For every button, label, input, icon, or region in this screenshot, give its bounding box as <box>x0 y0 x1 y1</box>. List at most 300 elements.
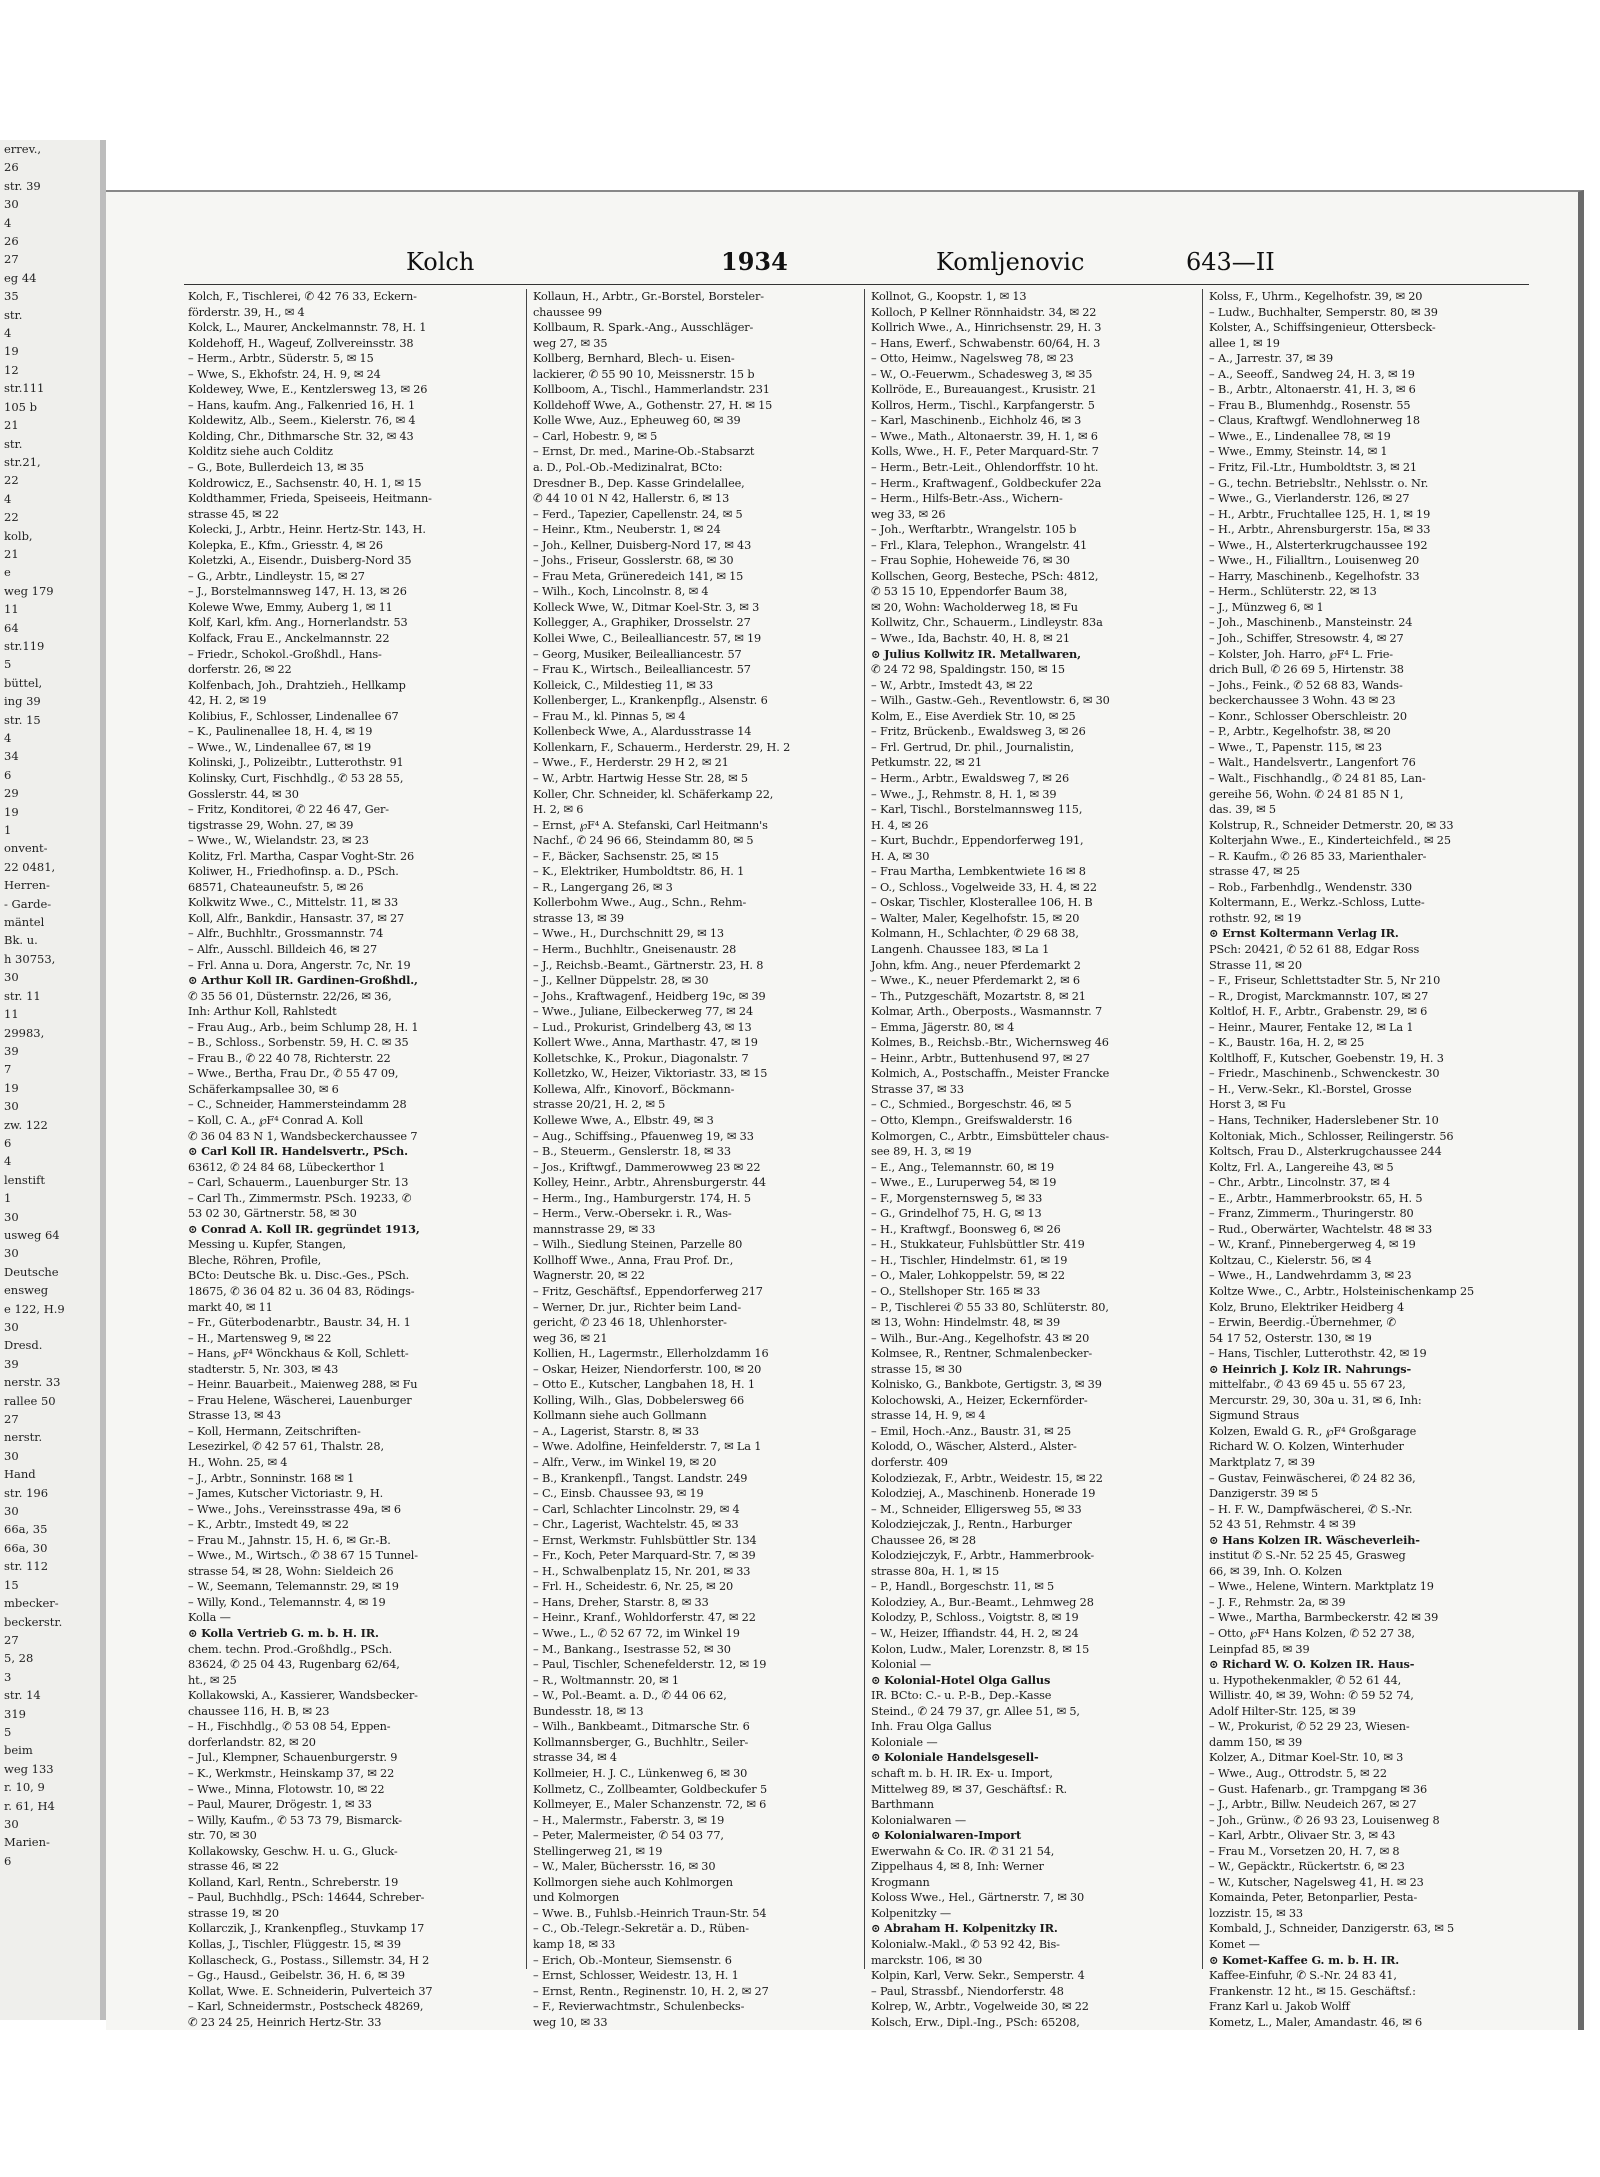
directory-entry-line: Kollat, Wwe. E. Schneiderin, Pulverteich 37 <box>188 1984 433 1998</box>
directory-entry-line: – F., Friseur, Schlettstadter Str. 5, Nr 210 <box>1209 974 1441 988</box>
left-page-text: 30 <box>4 1320 19 1334</box>
directory-entry-line: marckstr. 106, ✉ 30 <box>871 1953 983 1967</box>
directory-entry-line: Kolonial — <box>871 1658 931 1672</box>
left-page-text: 30 <box>4 1448 19 1463</box>
directory-entry-line: – Karl, Maschinenb., Eichholz 46, ✉ 3 <box>871 414 1082 428</box>
directory-entry-line: Kolletzko, W., Heizer, Viktoriastr. 33, ✉ 15 <box>533 1067 768 1081</box>
directory-entry-line: – W., O.-Feuerwm., Schadesweg 3, ✉ 35 <box>871 367 1093 381</box>
directory-entry-line: H., Wohn. 25, ✉ 4 <box>188 1456 288 1470</box>
directory-entry-line: – Emma, Jägerstr. 80, ✉ 4 <box>871 1020 1015 1034</box>
left-page-text: büttel, <box>4 675 43 690</box>
directory-entry-line: Marktplatz 7, ✉ 39 <box>1209 1456 1315 1470</box>
directory-entry-line: – Carl, Hobestr. 9, ✉ 5 <box>533 429 658 443</box>
directory-entry-line: – Alfr., Verw., im Winkel 19, ✉ 20 <box>533 1456 717 1470</box>
directory-entry-line: – W., Maler, Büchersstr. 16, ✉ 30 <box>533 1860 716 1874</box>
directory-entry-line: – Frau Aug., Arb., beim Schlump 28, H. 1 <box>188 1020 419 1034</box>
directory-entry-line: Kollmeier, H. J. C., Lünkenweg 6, ✉ 30 <box>533 1766 748 1780</box>
directory-entry-line: – Frau M., Vorsetzen 20, H. 7, ✉ 8 <box>1209 1844 1400 1858</box>
directory-entry-line: mannstrasse 29, ✉ 33 <box>533 1222 656 1236</box>
directory-entry-line: – Gg., Hausd., Geibelstr. 36, H. 6, ✉ 39 <box>188 1969 405 1983</box>
directory-entry-line: chem. techn. Prod.-Großhdlg., PSch. <box>188 1642 393 1656</box>
directory-entry-line: stadterstr. 5, Nr. 303, ✉ 43 <box>188 1362 339 1376</box>
directory-entry-line: – Hans, ℘F⁴ Wönckhaus & Koll, Schlett- <box>188 1347 409 1361</box>
directory-entry-line: strasse 13, ✉ 39 <box>533 911 624 925</box>
directory-entry-line: Kollmannsberger, G., Buchhltr., Seiler- <box>533 1735 749 1749</box>
directory-entry-line: ✉ 13, Wohn: Hindelmstr. 48, ✉ 39 <box>871 1316 1061 1330</box>
left-page-text: r. 61, H4 <box>4 1798 55 1813</box>
directory-entry-line: – W., Heizer, Iffiandstr. 44, H. 2, ✉ 24 <box>871 1627 1079 1641</box>
directory-entry-line: ⊙ Ernst Koltermann Verlag IR. <box>1209 926 1399 941</box>
directory-entry-line: Kolling, Wilh., Glas, Dobbelersweg 66 <box>533 1393 745 1407</box>
directory-entry-line: – Alfr., Ausschl. Billdeich 46, ✉ 27 <box>188 942 378 956</box>
directory-entry-line: – G., Grindelhof 75, H. G, ✉ 13 <box>871 1207 1042 1221</box>
left-page-fragment <box>0 140 103 2020</box>
left-page-text: 319 <box>4 1706 26 1721</box>
directory-entry-line: – Willy, Kond., Telemannstr. 4, ✉ 19 <box>188 1595 386 1609</box>
directory-entry-line: 66, ✉ 39, Inh. O. Kolzen <box>1209 1564 1343 1578</box>
left-page-text: ing 39 <box>4 694 41 709</box>
directory-entry-line: – Erwin, Beerdig.-Übernehmer, ✆ <box>1209 1316 1396 1330</box>
directory-entry-line: Inh. Frau Olga Gallus <box>871 1720 992 1734</box>
directory-entry-line: Kollröde, E., Bureauangest., Krusistr. 21 <box>871 383 1097 397</box>
left-page-text: lenstift <box>4 1172 45 1187</box>
directory-entry-line: – W., Gepäcktr., Rückertstr. 6, ✉ 23 <box>1209 1860 1405 1874</box>
directory-entry-line: Leinpfad 85, ✉ 39 <box>1209 1642 1310 1656</box>
left-page-text: 6 <box>4 1135 12 1150</box>
directory-entry-line: – C., Schmied., Borgeschstr. 46, ✉ 5 <box>871 1098 1072 1112</box>
directory-entry-line: – Chr., Lagerist, Wachtelstr. 45, ✉ 33 <box>533 1518 739 1532</box>
directory-entry-line: Petkumstr. 22, ✉ 21 <box>871 756 982 770</box>
directory-entry-line: – B., Schloss., Sorbenstr. 59, H. C. ✉ 35 <box>188 1036 409 1050</box>
left-page-text: 30 <box>4 197 19 212</box>
directory-entry-line: gericht, ✆ 23 46 18, Uhlenhorster- <box>533 1316 727 1330</box>
directory-entry-line: – Herm., Kraftwagenf., Goldbeckufer 22a <box>871 476 1102 490</box>
directory-entry-line: – Paul, Maurer, Drögestr. 1, ✉ 33 <box>188 1798 372 1812</box>
directory-entry-line: Stellingerweg 21, ✉ 19 <box>533 1844 663 1858</box>
directory-entry-line: Kollnot, G., Koopstr. 1, ✉ 13 <box>871 290 1027 303</box>
directory-entry-line: Ewerwahn & Co. IR. ✆ 31 21 54, <box>871 1844 1055 1858</box>
directory-entry-line: – A., Seeoff., Sandweg 24, H. 3, ✉ 19 <box>1209 367 1415 381</box>
directory-entry-line: mittelfabr., ✆ 43 69 45 u. 55 67 23, <box>1209 1378 1406 1392</box>
directory-entry-line: – Harry, Maschinenb., Kegelhofstr. 33 <box>1209 569 1420 583</box>
directory-entry-line: Kollien, H., Lagermstr., Ellerholzdamm 16 <box>533 1347 769 1361</box>
directory-entry-line: beckerchaussee 3 Wohn. 43 ✉ 23 <box>1209 694 1396 708</box>
directory-entry-line: – P., Tischlerei ✆ 55 33 80, Schlüterstr. 80, <box>871 1300 1109 1314</box>
left-page-text: 27 <box>4 1412 19 1427</box>
directory-entry-line: – Wwe., W., Wielandstr. 23, ✉ 23 <box>188 834 369 848</box>
directory-entry-line: ⊙ Komet-Kaffee G. m. b. H. IR. <box>1209 1952 1400 1967</box>
directory-columns <box>184 284 1529 2029</box>
left-page-text: h 30753, <box>4 951 56 966</box>
directory-entry-line: – Herm., Arbtr., Ewaldsweg 7, ✉ 26 <box>871 771 1070 785</box>
directory-entry-line: Kollschen, Georg, Besteche, PSch: 4812, <box>871 569 1099 583</box>
directory-entry-line: – A., Lagerist, Starstr. 8, ✉ 33 <box>533 1424 699 1438</box>
left-page-text: 4 <box>4 326 12 341</box>
left-page-text: e 122, H.9 <box>4 1301 65 1316</box>
left-page-text: str. 15 <box>4 712 41 727</box>
directory-entry-line: – W., Pol.-Beamt. a. D., ✆ 44 06 62, <box>533 1689 727 1703</box>
directory-entry-line: rothstr. 92, ✉ 19 <box>1209 911 1302 925</box>
directory-entry-line: – Wilh., Siedlung Steinen, Parzelle 80 <box>533 1238 743 1252</box>
directory-entry-line: ⊙ Kolonial-Hotel Olga Gallus <box>871 1672 1051 1687</box>
directory-entry-line: – Otto, Heimw., Nagelsweg 78, ✉ 23 <box>871 352 1074 366</box>
left-page-text: nerstr. 33 <box>4 1375 61 1390</box>
header-year: 1934 <box>721 247 788 276</box>
left-page-text: 30 <box>4 1209 19 1224</box>
left-page-text: mäntel <box>4 915 45 930</box>
directory-entry-line: – Walter, Maler, Kegelhofstr. 15, ✉ 20 <box>871 911 1080 925</box>
directory-entry-line: – Heinr. Bauarbeit., Maienweg 288, ✉ Fu <box>188 1378 418 1392</box>
left-page-text: 64 <box>4 620 19 635</box>
directory-entry-line: – Otto, ℘F⁴ Hans Kolzen, ✆ 52 27 38, <box>1209 1627 1415 1641</box>
directory-entry-line: Langenh. Chaussee 183, ✉ La 1 <box>871 942 1050 956</box>
left-page-text: 29 <box>4 786 19 801</box>
directory-entry-line: Kolla — <box>188 1611 231 1625</box>
left-page-text: 12 <box>4 362 19 377</box>
directory-entry-line: tigstrasse 29, Wohn. 27, ✉ 39 <box>188 818 354 832</box>
directory-entry-line: – Wilh., Bur.-Ang., Kegelhofstr. 43 ✉ 20 <box>871 1331 1090 1345</box>
directory-entry-line: ⊙ Richard W. O. Kolzen IR. Haus- <box>1209 1657 1415 1672</box>
directory-entry-line: – Alfr., Buchhltr., Grossmannstr. 74 <box>188 927 384 941</box>
directory-entry-line: – Willy, Kaufm., ✆ 53 73 79, Bismarck- <box>188 1813 402 1827</box>
directory-entry-line: Kometz, L., Maler, Amandastr. 46, ✉ 6 <box>1209 2015 1423 2029</box>
left-page-text: mbecker- <box>4 1596 59 1611</box>
directory-entry-line: institut ✆ S.-Nr. 52 25 45, Grasweg <box>1209 1549 1406 1563</box>
directory-entry-line: Mercurstr. 29, 30, 30a u. 31, ✉ 6, Inh: <box>1209 1393 1422 1407</box>
left-page-text: 1 <box>4 1191 12 1206</box>
left-page-text: nerstr. <box>4 1430 43 1445</box>
directory-entry-line: – H., Martensweg 9, ✉ 22 <box>188 1331 332 1345</box>
directory-entry-line: – Herm., Verw.-Obersekr. i. R., Was- <box>533 1207 732 1221</box>
left-page-text: str.21, <box>4 454 41 469</box>
left-page-text: 5 <box>4 1724 12 1739</box>
directory-entry-line: ✉ 20, Wohn: Wacholderweg 18, ✉ Fu <box>871 600 1078 614</box>
directory-entry-line: – Ernst, Schlosser, Weidestr. 13, H. 1 <box>533 1969 739 1983</box>
page-bottom-margin <box>106 2030 1584 2177</box>
directory-entry-line: Inh: Arthur Koll, Rahlstedt <box>188 1005 337 1019</box>
directory-entry-line: – Wwe., Math., Altonaerstr. 39, H. 1, ✉ 6 <box>871 429 1098 443</box>
directory-entry-line: – P., Handl., Borgeschstr. 11, ✉ 5 <box>871 1580 1055 1594</box>
left-page-text: 30 <box>4 1816 19 1831</box>
directory-entry-line: Kolterjahn Wwe., E., Kinderteichfeld., ✉ 25 <box>1209 834 1451 848</box>
directory-entry-line: – Frau Sophie, Hoheweide 76, ✉ 30 <box>871 554 1070 568</box>
directory-entry-line: und Kolmorgen <box>533 1891 620 1905</box>
directory-entry-line: Koloniale — <box>871 1735 938 1749</box>
directory-entry-line: PSch: 20421, ✆ 52 61 88, Edgar Ross <box>1209 942 1420 956</box>
directory-entry-line: – Fr., Koch, Peter Marquard-Str. 7, ✉ 39 <box>533 1549 756 1563</box>
directory-entry-line: Kolloch, P Kellner Rönnhaidstr. 34, ✉ 22 <box>871 305 1097 319</box>
left-page-text: - Garde- <box>4 896 52 911</box>
directory-entry-line: – Karl, Schneidermstr., Postscheck 48269, <box>188 2000 424 2014</box>
left-page-text: 39 <box>4 1356 19 1371</box>
directory-entry-line: – F., Morgensternsweg 5, ✉ 33 <box>871 1191 1043 1205</box>
directory-entry-line: Sigmund Straus <box>1209 1409 1300 1423</box>
left-page-text: 6 <box>4 767 12 782</box>
directory-entry-line: weg 33, ✉ 26 <box>871 507 946 521</box>
left-page-text: eg 44 <box>4 270 37 285</box>
directory-entry-line: Kollberg, Bernhard, Blech- u. Eisen- <box>533 352 735 366</box>
directory-entry-line: strasse 14, H. 9, ✉ 4 <box>871 1409 986 1423</box>
directory-entry-line: Kolsch, Erw., Dipl.-Ing., PSch: 65208, <box>871 2015 1080 2029</box>
directory-entry-line: – J. F., Rehmstr. 2a, ✉ 39 <box>1209 1595 1346 1609</box>
directory-entry-line: – Wwe., L., ✆ 52 67 72, im Winkel 19 <box>533 1627 740 1641</box>
directory-entry-line: Kolzer, A., Ditmar Koel-Str. 10, ✉ 3 <box>1209 1751 1404 1765</box>
left-page-text: e <box>4 565 11 580</box>
directory-entry-line: Kolditz siehe auch Colditz <box>188 445 333 459</box>
directory-entry-line: – O., Schloss., Vogelweide 33, H. 4, ✉ 22 <box>871 880 1097 894</box>
directory-entry-line: ✆ 53 15 10, Eppendorfer Baum 38, <box>871 585 1068 599</box>
directory-entry-line: Wagnerstr. 20, ✉ 22 <box>533 1269 645 1283</box>
directory-entry-line: – Paul, Strassbf., Niendorferstr. 48 <box>871 1984 1064 1998</box>
directory-entry-line: – Paul, Tischler, Schenefelderstr. 12, ✉ 19 <box>533 1658 767 1672</box>
directory-entry-line: Krogmann <box>871 1875 930 1889</box>
directory-entry-line: Kolmorgen, C., Arbtr., Eimsbütteler chaus- <box>871 1129 1109 1143</box>
directory-entry-line: Komet — <box>1209 1937 1260 1951</box>
directory-entry-line: Kolss, F., Uhrm., Kegelhofstr. 39, ✉ 20 <box>1209 290 1423 303</box>
left-page-text: 19 <box>4 1080 19 1095</box>
directory-entry-line: Kolmes, B., Reichsb.-Btr., Wichernsweg 46 <box>871 1036 1109 1050</box>
directory-entry-line: Koltlhoff, F., Kutscher, Goebenstr. 19, H. 3 <box>1209 1051 1444 1065</box>
directory-entry-line: – Ernst, Dr. med., Marine-Ob.-Stabsarzt <box>533 445 755 459</box>
directory-entry-line: Koldewitz, Alb., Seem., Kielerstr. 76, ✉ 4 <box>188 414 416 428</box>
left-page-text: rallee 50 <box>4 1393 56 1408</box>
directory-entry-line: Koltsch, Frau D., Alsterkrugchaussee 244 <box>1209 1145 1442 1159</box>
directory-entry-line: – Heinr., Kranf., Wohldorferstr. 47, ✉ 22 <box>533 1611 756 1625</box>
directory-entry-line: – G., Bote, Bullerdeich 13, ✉ 35 <box>188 461 364 475</box>
directory-entry-line: Schäferkampsallee 30, ✉ 6 <box>188 1082 339 1096</box>
directory-entry-line: 18675, ✆ 36 04 82 u. 36 04 83, Rödings- <box>188 1285 415 1298</box>
directory-entry-line: Nachf., ✆ 24 96 66, Steindamm 80, ✉ 5 <box>533 834 754 848</box>
directory-entry-line: – Frl. Anna u. Dora, Angerstr. 7c, Nr. 19 <box>188 958 411 972</box>
directory-entry-line: 53 02 30, Gärtnerstr. 58, ✉ 30 <box>188 1207 357 1221</box>
directory-entry-line: Kolster, A., Schiffsingenieur, Ottersbeck- <box>1209 321 1436 335</box>
directory-entry-line: Kollmeyer, E., Maler Schanzenstr. 72, ✉ 6 <box>533 1798 767 1812</box>
directory-entry-line: strasse 47, ✉ 25 <box>1209 865 1300 879</box>
directory-entry-line: – Carl, Schauerm., Lauenburger Str. 13 <box>188 1176 409 1190</box>
directory-entry-line: – Friedr., Schokol.-Großhdl., Hans- <box>188 647 382 661</box>
left-page-text: 30 <box>4 970 19 985</box>
directory-entry-line: Komainda, Peter, Betonparlier, Pesta- <box>1209 1891 1418 1905</box>
directory-entry-line: – Herm., Arbtr., Süderstr. 5, ✉ 15 <box>188 352 374 366</box>
directory-entry-line: strasse 80a, H. 1, ✉ 15 <box>871 1564 1000 1578</box>
directory-entry-line: H. 4, ✉ 26 <box>871 818 929 832</box>
directory-entry-line: – Walt., Fischhandlg., ✆ 24 81 85, Lan- <box>1209 771 1426 785</box>
directory-entry-line: – Frau M., Jahnstr. 15, H. 6, ✉ Gr.-B. <box>188 1533 391 1547</box>
directory-entry-line: – K., Elektriker, Humboldtstr. 86, H. 1 <box>533 865 745 879</box>
directory-entry-line: strasse 45, ✉ 22 <box>188 507 279 521</box>
directory-entry-line: lozzistr. 15, ✉ 33 <box>1209 1906 1303 1920</box>
left-page-text: str. 39 <box>4 178 41 193</box>
directory-entry-line: – H., Arbtr., Ahrensburgerstr. 15a, ✉ 33 <box>1209 523 1431 537</box>
directory-entry-line: – W., Kutscher, Nagelsweg 41, H. ✉ 23 <box>1209 1875 1424 1889</box>
directory-entry-line: Kollenberger, L., Krankenpflg., Alsenstr. 6 <box>533 694 768 708</box>
directory-entry-line: Kolmar, Arth., Oberposts., Wasmannstr. 7 <box>871 1005 1103 1019</box>
directory-entry-line: strasse 19, ✉ 20 <box>188 1906 279 1920</box>
directory-entry-line: Kollerbohm Wwe., Aug., Schn., Rehm- <box>533 896 747 910</box>
directory-entry-line: – M., Schneider, Elligersweg 55, ✉ 33 <box>871 1502 1082 1516</box>
directory-entry-line: Kolfenbach, Joh., Drahtzieh., Hellkamp <box>188 678 406 692</box>
directory-entry-line: – Hans, Tischler, Lutterothstr. 42, ✉ 19 <box>1209 1347 1427 1361</box>
directory-entry-line: – Oskar, Heizer, Niendorferstr. 100, ✉ 20 <box>533 1362 762 1376</box>
directory-entry-line: – Fr., Güterbodenarbtr., Baustr. 34, H. 1 <box>188 1316 411 1330</box>
directory-entry-line: förderstr. 39, H., ✉ 4 <box>188 305 305 319</box>
directory-entry-line: strasse 46, ✉ 22 <box>188 1860 279 1874</box>
left-page-text: 30 <box>4 1246 19 1261</box>
directory-entry-line: – Karl, Tischl., Borstelmannsweg 115, <box>871 803 1083 817</box>
directory-entry-line: Kollert Wwe., Anna, Marthastr. 47, ✉ 19 <box>533 1036 758 1050</box>
directory-entry-line: ⊙ Conrad A. Koll IR. gegründet 1913, <box>188 1221 420 1236</box>
directory-entry-line: – Gustav, Feinwäscherei, ✆ 24 82 36, <box>1209 1471 1416 1485</box>
directory-entry-line: Kolkwitz Wwe., C., Mittelstr. 11, ✉ 33 <box>188 896 399 910</box>
directory-entry-line: Kolodziey, A., Bur.-Beamt., Lehmweg 28 <box>871 1595 1094 1609</box>
directory-entry-line: – Th., Putzgeschäft, Mozartstr. 8, ✉ 21 <box>871 989 1086 1003</box>
left-page-text: 4 <box>4 215 12 230</box>
directory-entry-line: Koliwer, H., Friedhofinsp. a. D., PSch. <box>188 865 399 879</box>
directory-entry-line: dorferstr. 26, ✉ 22 <box>188 663 292 677</box>
directory-entry-line: Kollhoff Wwe., Anna, Frau Prof. Dr., <box>533 1253 734 1267</box>
directory-entry-line: damm 150, ✉ 39 <box>1209 1735 1303 1749</box>
directory-entry-line: – E., Arbtr., Hammerbrookstr. 65, H. 5 <box>1209 1191 1423 1205</box>
directory-entry-line: ⊙ Hans Kolzen IR. Wäscheverleih- <box>1209 1532 1420 1547</box>
directory-entry-line: Kolls, Wwe., H. F., Peter Marquard-Str. 7 <box>871 445 1099 459</box>
directory-entry-line: Koltlof, H. F., Arbtr., Grabenstr. 29, ✉ 6 <box>1209 1005 1428 1019</box>
left-page-text: 26 <box>4 160 19 175</box>
directory-entry-line: – B., Krankenpfl., Tangst. Landstr. 249 <box>533 1471 748 1485</box>
directory-entry-line: – Frau Helene, Wäscherei, Lauenburger <box>188 1393 412 1407</box>
directory-entry-line: Gosslerstr. 44, ✉ 30 <box>188 787 299 801</box>
directory-entry-line: – Ferd., Tapezier, Capellenstr. 24, ✉ 5 <box>533 507 743 521</box>
directory-entry-line: Mittelweg 89, ✉ 37, Geschäftsf.: R. <box>871 1782 1067 1796</box>
directory-entry-line: Kolmich, A., Postschaffn., Meister Francke <box>871 1067 1110 1081</box>
directory-entry-line: 42, H. 2, ✉ 19 <box>188 694 267 708</box>
left-page-text: Deutsche <box>4 1264 59 1279</box>
directory-entry-line: Koltz, Frl. A., Langereihe 43, ✉ 5 <box>1209 1160 1394 1174</box>
left-page-text: kolb, <box>4 528 33 543</box>
directory-entry-line: Bleche, Röhren, Profile, <box>188 1253 322 1267</box>
left-page-text: str.111 <box>4 381 45 396</box>
directory-entry-line: – K., Werkmstr., Heinskamp 37, ✉ 22 <box>188 1766 395 1780</box>
directory-entry-line: Kollenkarn, F., Schauerm., Herderstr. 29, H. 2 <box>533 740 791 754</box>
column-2 <box>526 289 857 2029</box>
left-page-text: 5, 28 <box>4 1651 34 1666</box>
directory-entry-line: Kolch, F., Tischlerei, ✆ 42 76 33, Eckern- <box>188 290 417 303</box>
directory-entry-line: Kollenbeck Wwe, A., Alardusstrasse 14 <box>533 725 752 739</box>
directory-entry-line: – B., Steuerm., Genslerstr. 18, ✉ 33 <box>533 1145 731 1159</box>
directory-entry-line: – F., Revierwachtmstr., Schulenbecks- <box>533 2000 745 2014</box>
left-page-text: ensweg <box>4 1283 49 1298</box>
directory-entry-line: Dresdner B., Dep. Kasse Grindelallee, <box>533 476 745 490</box>
left-page-text: str. 112 <box>4 1559 49 1574</box>
directory-entry-line: Kolnisko, G., Bankbote, Gertigstr. 3, ✉ 39 <box>871 1378 1102 1392</box>
directory-entry-line: Kolon, Ludw., Maler, Lorenzstr. 8, ✉ 15 <box>871 1642 1090 1656</box>
directory-entry-line: – Hans, Dreher, Starstr. 8, ✉ 33 <box>533 1595 709 1609</box>
directory-entry-line: – Claus, Kraftwgf. Wendlohnerweg 18 <box>1209 414 1420 428</box>
directory-entry-line: – Carl Th., Zimmermstr. PSch. 19233, ✆ <box>188 1191 412 1205</box>
directory-entry-line: Kollas, J., Tischler, Flüggestr. 15, ✉ 39 <box>188 1937 401 1951</box>
left-page-text: str. <box>4 436 23 451</box>
directory-entry-line: ⊙ Arthur Koll IR. Gardinen-Großhdl., <box>188 973 418 988</box>
directory-entry-line: 83624, ✆ 25 04 43, Rugenbarg 62/64, <box>188 1658 400 1672</box>
directory-entry-line: ⊙ Koloniale Handelsgesell- <box>871 1750 1039 1765</box>
directory-entry-line: – W., Seemann, Telemannstr. 29, ✉ 19 <box>188 1580 399 1594</box>
directory-entry-line: Kollaun, H., Arbtr., Gr.-Borstel, Borsteler- <box>533 290 764 303</box>
directory-entry-line: – H., Fischhdlg., ✆ 53 08 54, Eppen- <box>188 1720 391 1734</box>
directory-entry-line: strasse 20/21, H. 2, ✉ 5 <box>533 1098 666 1112</box>
directory-entry-line: – Fritz, Fil.-Ltr., Humboldtstr. 3, ✉ 21 <box>1209 461 1417 475</box>
directory-entry-line: 52 43 51, Rehmstr. 4 ✉ 39 <box>1209 1518 1356 1532</box>
directory-entry-line: – Wilh., Bankbeamt., Ditmarsche Str. 6 <box>533 1720 750 1734</box>
directory-entry-line: Koll, Alfr., Bankdir., Hansastr. 37, ✉ 27 <box>188 911 405 925</box>
directory-entry-line: – Hans, Techniker, Haderslebener Str. 10 <box>1209 1113 1439 1127</box>
directory-entry-line: Koldewey, Wwe, E., Kentzlersweg 13, ✉ 26 <box>188 383 428 397</box>
directory-entry-line: – Wwe., J., Rehmstr. 8, H. 1, ✉ 39 <box>871 787 1057 801</box>
directory-entry-line: Kollmetz, C., Zollbeamter, Goldbeckufer 5 <box>533 1782 767 1796</box>
directory-entry-line: – Heinr., Arbtr., Buttenhusend 97, ✉ 27 <box>871 1051 1090 1065</box>
directory-entry-line: – Frau Martha, Lembkentwiete 16 ✉ 8 <box>871 865 1086 879</box>
left-page-text: 39 <box>4 1043 19 1058</box>
directory-entry-line: – Johs., Feink., ✆ 52 68 83, Wands- <box>1209 678 1403 692</box>
directory-entry-line: – H., Verw.-Sekr., Kl.-Borstel, Grosse <box>1209 1082 1412 1096</box>
left-page-text: 21 <box>4 418 19 433</box>
directory-entry-line: Bundesstr. 18, ✉ 13 <box>533 1704 644 1718</box>
directory-entry-line: Koller, Chr. Schneider, kl. Schäferkamp 22, <box>533 787 774 801</box>
directory-entry-line: chaussee 99 <box>533 305 602 319</box>
directory-entry-line: – Herm., Buchhltr., Gneisenaustr. 28 <box>533 942 737 956</box>
directory-entry-line: Kollascheck, G., Postass., Sillemstr. 34, H 2 <box>188 1953 430 1967</box>
left-page-text: onvent- <box>4 841 48 856</box>
directory-entry-line: Willistr. 40, ✉ 39, Wohn: ✆ 59 52 74, <box>1209 1689 1414 1703</box>
directory-entry-line: – Walt., Handelsvertr., Langenfort 76 <box>1209 756 1416 770</box>
directory-entry-line: – Wwe., G., Vierlanderstr. 126, ✉ 27 <box>1209 492 1410 506</box>
left-page-text: Bk. u. <box>4 933 38 948</box>
directory-entry-line: – Chr., Arbtr., Lincolnstr. 37, ✉ 4 <box>1209 1176 1390 1190</box>
directory-entry-line: – Ernst, ℘F⁴ A. Stefanski, Carl Heitmann's <box>533 818 768 832</box>
left-page-text: 3 <box>4 1669 12 1684</box>
directory-entry-line: ⊙ Julius Kollwitz IR. Metallwaren, <box>871 646 1081 661</box>
left-page-text: 19 <box>4 344 19 359</box>
directory-entry-line: Kolz, Bruno, Elektriker Heidberg 4 <box>1209 1300 1404 1314</box>
directory-entry-line: Kolley, Heinr., Arbtr., Ahrensburgerstr. 44 <box>533 1176 766 1190</box>
directory-entry-line: – Johs., Friseur, Gosslerstr. 68, ✉ 30 <box>533 554 734 568</box>
directory-entry-line: lackierer, ✆ 55 90 10, Meissnerstr. 15 b <box>533 367 755 381</box>
directory-entry-line: Koletzki, A., Eisendr., Duisberg-Nord 35 <box>188 554 412 568</box>
directory-entry-line: 63612, ✆ 24 84 68, Lübeckerthor 1 <box>188 1160 386 1174</box>
directory-entry-line: – Joh., Maschinenb., Mansteinstr. 24 <box>1209 616 1413 630</box>
left-page-text: 7 <box>4 1062 12 1077</box>
directory-entry-line: weg 10, ✉ 33 <box>533 2015 608 2029</box>
directory-entry-line: – Carl, Schlachter Lincolnstr. 29, ✉ 4 <box>533 1502 740 1516</box>
directory-entry-line: dorferlandstr. 82, ✉ 20 <box>188 1735 316 1749</box>
directory-entry-line: – Wwe., W., Lindenallee 67, ✉ 19 <box>188 740 372 754</box>
directory-entry-line: – Rud., Oberwärter, Wachtelstr. 48 ✉ 33 <box>1209 1222 1433 1236</box>
directory-entry-line: a. D., Pol.-Ob.-Medizinalrat, BCto: <box>533 461 723 475</box>
directory-entry-line: – Rob., Farbenhdlg., Wendenstr. 330 <box>1209 880 1412 894</box>
directory-entry-line: ✆ 44 10 01 N 42, Hallerstr. 6, ✉ 13 <box>533 492 730 506</box>
directory-entry-line: – Frau K., Wirtsch., Beilealliancestr. 57 <box>533 663 751 677</box>
directory-entry-line: Kolinsky, Curt, Fischhdlg., ✆ 53 28 55, <box>188 771 404 785</box>
directory-entry-line: Kolldehoff Wwe, A., Gothenstr. 27, H. ✉ 15 <box>533 398 773 412</box>
directory-entry-line: Kolzen, Ewald G. R., ℘F⁴ Großgarage <box>1209 1424 1417 1438</box>
directory-entry-line: Kollrich Wwe., A., Hinrichsenstr. 29, H. 3 <box>871 321 1102 335</box>
directory-entry-line: Danzigerstr. 39 ✉ 5 <box>1209 1487 1318 1501</box>
directory-entry-line: Chaussee 26, ✉ 28 <box>871 1533 976 1547</box>
directory-entry-line: – Wwe., Aug., Ottrodstr. 5, ✉ 22 <box>1209 1766 1387 1780</box>
directory-entry-line: Kollwitz, Chr., Schauerm., Lindleystr. 83a <box>871 616 1103 630</box>
directory-entry-line: – Koll, Hermann, Zeitschriften- <box>188 1424 361 1438</box>
directory-entry-line: Lesezirkel, ✆ 42 57 61, Thalstr. 28, <box>188 1440 384 1454</box>
directory-entry-line: – Wwe., Juliane, Eilbeckerweg 77, ✉ 24 <box>533 1005 754 1019</box>
left-page-text: r. 10, 9 <box>4 1780 45 1795</box>
